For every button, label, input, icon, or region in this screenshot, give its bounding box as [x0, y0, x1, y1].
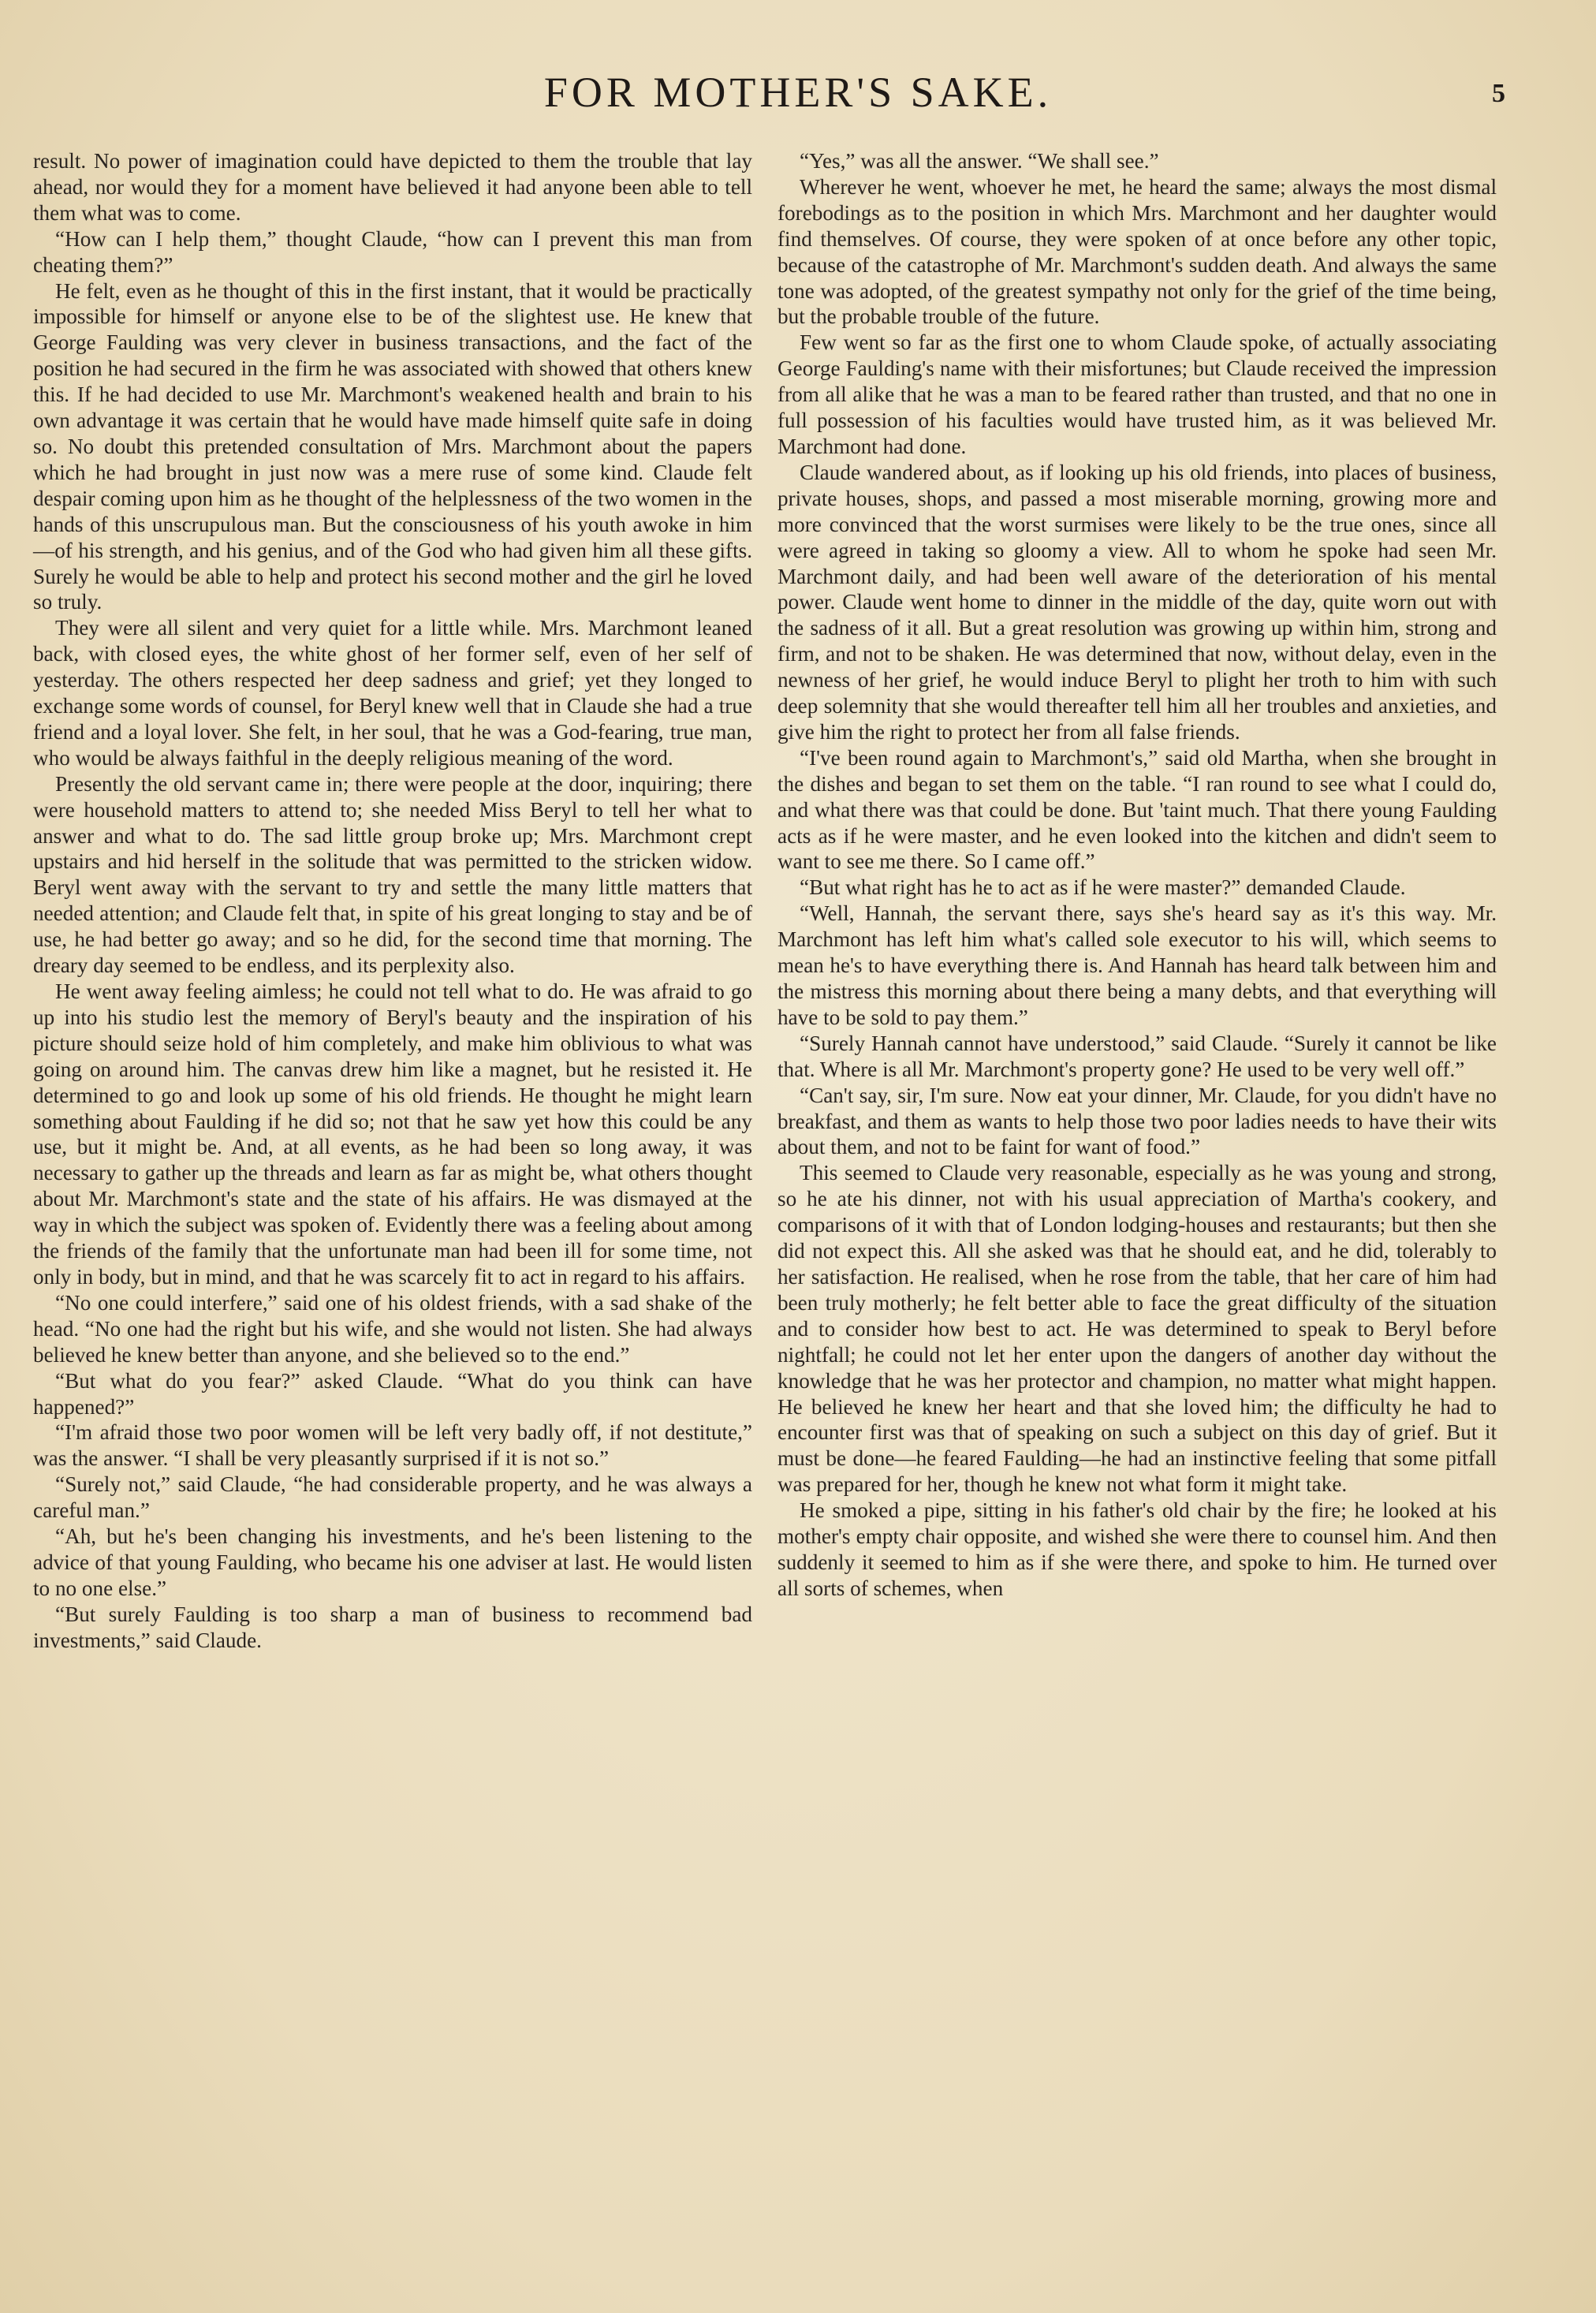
paragraph: He smoked a pipe, sitting in his father's old chair by the fire; he looked at his mother's empty chair opposite, and wished she were there to counsel him. And then suddenly it seemed to him as if she were there, and spoke to him. He turned over all sorts of schemes, when	[777, 1498, 1497, 1600]
page-header	[0, 68, 1596, 123]
left-column	[33, 148, 752, 1654]
paragraph: They were all silent and very quiet for a little while. Mrs. Marchmont leaned back, with closed eyes, the white ghost of her former self, even of her self of yesterday. The others respected her deep sadness and grief; yet they longed to exchange some words of counsel, for Beryl knew well that in Claude she had a true friend and a loyal lover. She felt, in her soul, that he was a God-fearing, true man, who would be always faithful in the deeply religious meaning of the word.	[33, 616, 752, 770]
paragraph: “Yes,” was all the answer. “We shall see.”	[800, 149, 1159, 173]
paragraph: “But surely Faulding is too sharp a man of business to recommend bad investments,” said Claude.	[33, 1602, 752, 1652]
paragraph: “Surely Hannah cannot have understood,” said Claude. “Surely it cannot be like that. Where is all Mr. Marchmont's property gone? He used to be very well off.”	[777, 1031, 1497, 1081]
paragraph: “Surely not,” said Claude, “he had considerable property, and he was always a careful man.”	[33, 1472, 752, 1523]
paragraph: “Can't say, sir, I'm sure. Now eat your dinner, Mr. Claude, for you didn't have no breakfast, and them as wants to help those two poor ladies needs to have their wits about them, and not to be faint for want of food.”	[777, 1083, 1497, 1159]
paragraph: Few went so far as the first one to whom Claude spoke, of actually associating George Faulding's name with their misfortunes; but Claude received the impression from all alike that he was a man to be feared rather than trusted, and that no one in full possession of his faculties would have trusted him, as it was believed Mr. Marchmont had done.	[777, 330, 1497, 458]
paragraph: He went away feeling aimless; he could not tell what to do. He was afraid to go up into his studio lest the memory of Beryl's beauty and the inspiration of his picture should seize hold of him completely, and make him oblivious to what was going on around him. The canvas drew him like a magnet, but he resisted it. He determined to go and look up some of his old friends. He thought he might learn something about Faulding if he did so; not that he saw yet how this could be any use, but it might be. And, at all events, as he had been so long away, it was necessary to gather up the threads and learn as far as might be, what others thought about Mr. Marchmont's state and the state of his affairs. He was dismayed at the way in which the subject was spoken of. Evidently there was a feeling about among the friends of the family that the unfortunate man had been ill for some time, not only in body, but in mind, and that he was scarcely fit to act in regard to his affairs.	[33, 979, 752, 1289]
right-column	[777, 148, 1497, 1602]
paragraph: Claude wandered about, as if looking up his old friends, into places of business, private houses, shops, and passed a most miserable morning, growing more and more convinced that the worst surmises were likely to be the true ones, since all were agreed in taking so gloomy a view. All to whom he spoke had seen Mr. Marchmont daily, and had been well aware of the deterioration of his mental power. Claude went home to dinner in the middle of the day, quite worn out with the sadness of it all. But a great resolution was growing up within him, strong and firm, and not to be shaken. He was determined that now, without delay, even in the newness of her grief, he would induce Beryl to plight her troth to him with such deep solemnity that she would thereafter tell him all her troubles and anxieties, and give him the right to protect her from all false friends.	[777, 460, 1497, 744]
paragraph: result. No power of imagination could have depicted to them the trouble that lay ahead, nor would they for a moment have believed it had anyone been able to tell them what was to come.	[33, 149, 752, 225]
paragraph: “I've been round again to Marchmont's,” said old Martha, when she brought in the dishes and began to set them on the table. “I ran round to see what I could do, and what there was that could be done. But 'taint much. That there young Faulding acts as if he were master, and he even looked into the kitchen and didn't seem to want to see me there. So I came off.”	[777, 745, 1497, 874]
paragraph: Presently the old servant came in; there were people at the door, inquiring; there were household matters to attend to; she needed Miss Beryl to tell her what to answer and what to do. The sad little group broke up; Mrs. Marchmont crept upstairs and hid herself in the solitude that was permitted to the stricken widow. Beryl went away with the servant to try and settle the many little matters that needed attention; and Claude felt that, in spite of his great longing to stay and be of use, he had better go away; and so he did, for the second time that morning. The dreary day seemed to be endless, and its perplexity also.	[33, 771, 752, 978]
page-title: FOR MOTHER'S SAKE.	[543, 69, 1053, 116]
paragraph: “Ah, but he's been changing his investments, and he's been listening to the advice of that young Faulding, who became his one adviser at last. He would listen to no one else.”	[33, 1524, 752, 1600]
paragraph: “Well, Hannah, the servant there, says she's heard say as it's this way. Mr. Marchmont has left him what's called sole executor to his will, which seems to mean he's to have everything there is. And Hannah has heard talk between him and the mistress this morning about there being a many debts, and that everything will have to be sold to pay them.”	[777, 901, 1497, 1029]
paragraph: “But what right has he to act as if he were master?” demanded Claude.	[800, 875, 1406, 900]
page-number: 5	[1492, 79, 1505, 108]
paragraph: “But what do you fear?” asked Claude. “What do you think can have happened?”	[33, 1368, 752, 1419]
paragraph: This seemed to Claude very reasonable, especially as he was young and strong, so he ate his dinner, not with his usual appreciation of Martha's cookery, and comparisons of it with that of London lodging-houses and restaurants; but then she did not expect this. All she asked was that he should eat, and he did, tolerably to her satisfaction. He realised, when he rose from the table, that her care of him had been truly motherly; he felt better able to face the great difficulty of the situation and to consider how best to act. He was determined to speak to Beryl before nightfall; he could not let her enter upon the dangers of another day without the knowledge that he was her protector and champion, no matter what might happen. He believed he knew her heart and that she loved him; the difficulty he had to encounter first was that of speaking on such a subject on this day of grief. But it must be done—he feared Faulding—he had an instinctive feeling that some pitfall was prepared for her, though he knew not what form it might take.	[777, 1161, 1497, 1497]
paragraph: “How can I help them,” thought Claude, “how can I prevent this man from cheating them?”	[33, 226, 752, 277]
paragraph: “No one could interfere,” said one of his oldest friends, with a sad shake of the head. “No one had the right but his wife, and she would not listen. She had always believed he knew better than anyone, and she believed so to the end.”	[33, 1290, 752, 1367]
paragraph: Wherever he went, whoever he met, he heard the same; always the most dismal forebodings as to the position in which Mrs. Marchmont and her daughter would find themselves. Of course, they were spoken of at once before any other topic, because of the catastrophe of Mr. Marchmont's sudden death. And always the same tone was adopted, of the greatest sympathy not only for the grief of the time being, but the probable trouble of the future.	[777, 174, 1497, 329]
paragraph: “I'm afraid those two poor women will be left very badly off, if not destitute,” was the answer. “I shall be very pleasantly surprised if it is not so.”	[33, 1420, 752, 1471]
paragraph: He felt, even as he thought of this in the first instant, that it would be practically impossible for himself or anyone else to be of the slightest use. He knew that George Faulding was very clever in business transactions, and the fact of the position he had secured in the firm he was associated with showed that others knew this. If he had decided to use Mr. Marchmont's weakened health and brain to his own advantage it was certain that he would have made himself quite safe in doing so. No doubt this pretended consultation of Mrs. Marchmont about the papers which he had brought in just now was a mere ruse of some kind. Claude felt despair coming upon him as he thought of the helplessness of the two women in the hands of this unscrupulous man. But the consciousness of his youth awoke in him—of his strength, and his genius, and of the God who had given him all these gifts. Surely he would be able to help and protect his second mother and the girl he loved so truly.	[33, 278, 752, 614]
